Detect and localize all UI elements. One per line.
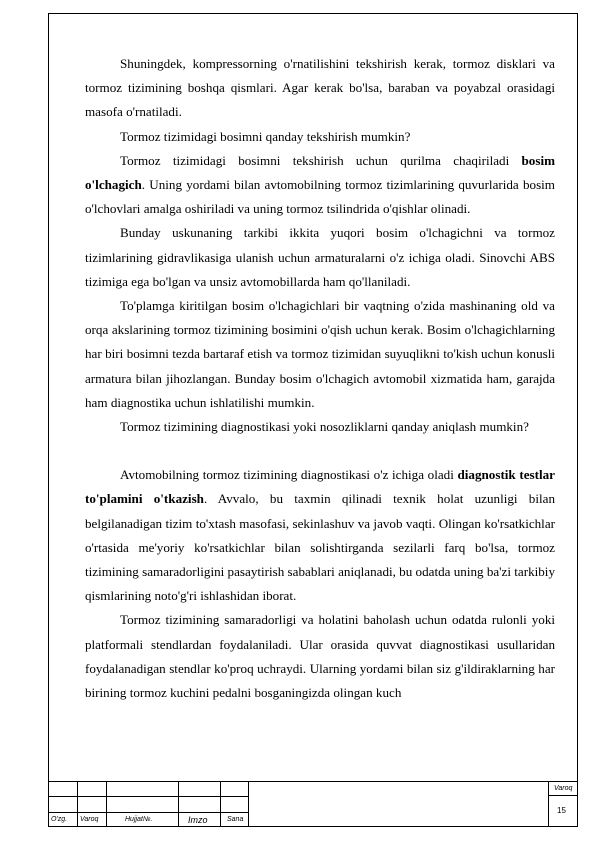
paragraph-3 — [85, 149, 555, 222]
title-block-row-line-2 — [48, 812, 248, 813]
paragraph-7 — [85, 463, 555, 608]
paragraph-1: Shuningdek, kompressorning o'rnatilishini tekshirish kerak, tormoz disklari va tormoz tizimining boshqa qismlari. Agar kerak bo'lsa, baraban va poyabzal orasidagi masofa o'rnatiladi. — [85, 56, 555, 120]
stamp-label-ozg: O'zg. — [51, 816, 68, 823]
paragraph-7-end: . Avvalo, bu taxmin qilinadi texnik holat uzunligi bilan belgilanadigan tizim to'xtash masofasi, sekinlashuv va javob vaqti. Olingan ko'rsatkichlar o'rtasida me'yoriy ko'rsatkichlar bilan solishtirganda sezilarli farq bo'lsa, tormoz tizimining samaradorligini pasaytirish sabablari aniqlanadi, bu odatda uning ba'zi tarkibiy qismlarining noto'g'ri ishlashidan iborat. — [85, 491, 555, 604]
stamp-label-varoq-right: Varoq — [554, 785, 573, 792]
paragraph-3-end: . Uning yordami bilan avtomobilning tormoz tizimlarining quvurlarida bosim o'lchovlari amalga oshiriladi va uning tormoz tsilindrida o'qishlar olinadi. — [85, 177, 555, 217]
paragraph-3-start: Tormoz tizimidagi bosimni tekshirish uchun qurilma chaqiriladi — [120, 152, 522, 168]
title-block — [48, 781, 578, 827]
paragraph-4: Bunday uskunaning tarkibi ikkita yuqori bosim o'lchagichni va tormoz tizimlarining gidravlikasiga ulanish uchun armaturalarni o'z ichiga oladi. Sinovchi ABS tizimiga ega bo'lgan va unsiz avtomobillarda ham qo'llaniladi. — [85, 225, 555, 289]
title-block-row-line-1 — [48, 796, 248, 797]
title-block-top-line — [48, 781, 578, 782]
paragraph-5: To'plamga kiritilgan bosim o'lchagichlari bir vaqtning o'zida mashinaning old va orqa akslarining tormoz tizimining bosimini o'qish uchun kerak. Bosim o'lchagichlarning har biri bosimni tezda bartaraf etish va tormoz tizimidan suyuqlikni to'kish uchun konusli armatura bilan jihozlangan. Bunday bosim o'lchagich avtomobil xizmatida ham, garajda ham diagnostika uchun ishlatilishi mumkin. — [85, 298, 555, 410]
stamp-label-sana: Sana — [227, 816, 244, 823]
paragraph-8: Tormoz tizimining samaradorligi va holatini baholash uchun odatda rulonli yoki platformali stendlardan foydalaniladi. Ular orasida quvvat diagnostikasi usullaridan foydalanadigan stendlar ko'proq uchraydi. Ularning yordami bilan siz g'ildiraklarning har birining tormoz kuchini pedalni bosganingizda olingan kuch — [85, 612, 555, 701]
paragraph-6: Tormoz tizimining diagnostikasi yoki nosozliklarni qanday aniqlash mumkin? — [120, 419, 529, 435]
title-block-col-line-6 — [548, 781, 549, 827]
paragraph-7-start: Avtomobilning tormoz tizimining diagnostikasi o'z ichiga oladi — [120, 467, 458, 483]
title-block-col-line-1 — [77, 781, 78, 827]
document-body — [85, 52, 555, 705]
title-block-col-line-2 — [106, 781, 107, 827]
title-block-col-line-5 — [248, 781, 249, 827]
title-block-col-line-3 — [178, 781, 179, 827]
title-block-col-line-4 — [220, 781, 221, 827]
page-cell-line — [548, 795, 578, 796]
stamp-label-hujjat: Hujjat№. — [125, 816, 153, 823]
stamp-label-imzo: Imzo — [188, 815, 208, 825]
bold-term-diagnostic-tests: diagnostik testlar to'plamini o'tkazish — [85, 467, 555, 507]
bold-term-pressure-gauge: bosim o'lchagich — [85, 152, 555, 193]
stamp-label-varoq: Varoq — [80, 816, 99, 823]
page-number: 15 — [557, 806, 566, 815]
paragraph-2: Tormoz tizimidagi bosimni qanday tekshirish mumkin? — [120, 128, 411, 144]
